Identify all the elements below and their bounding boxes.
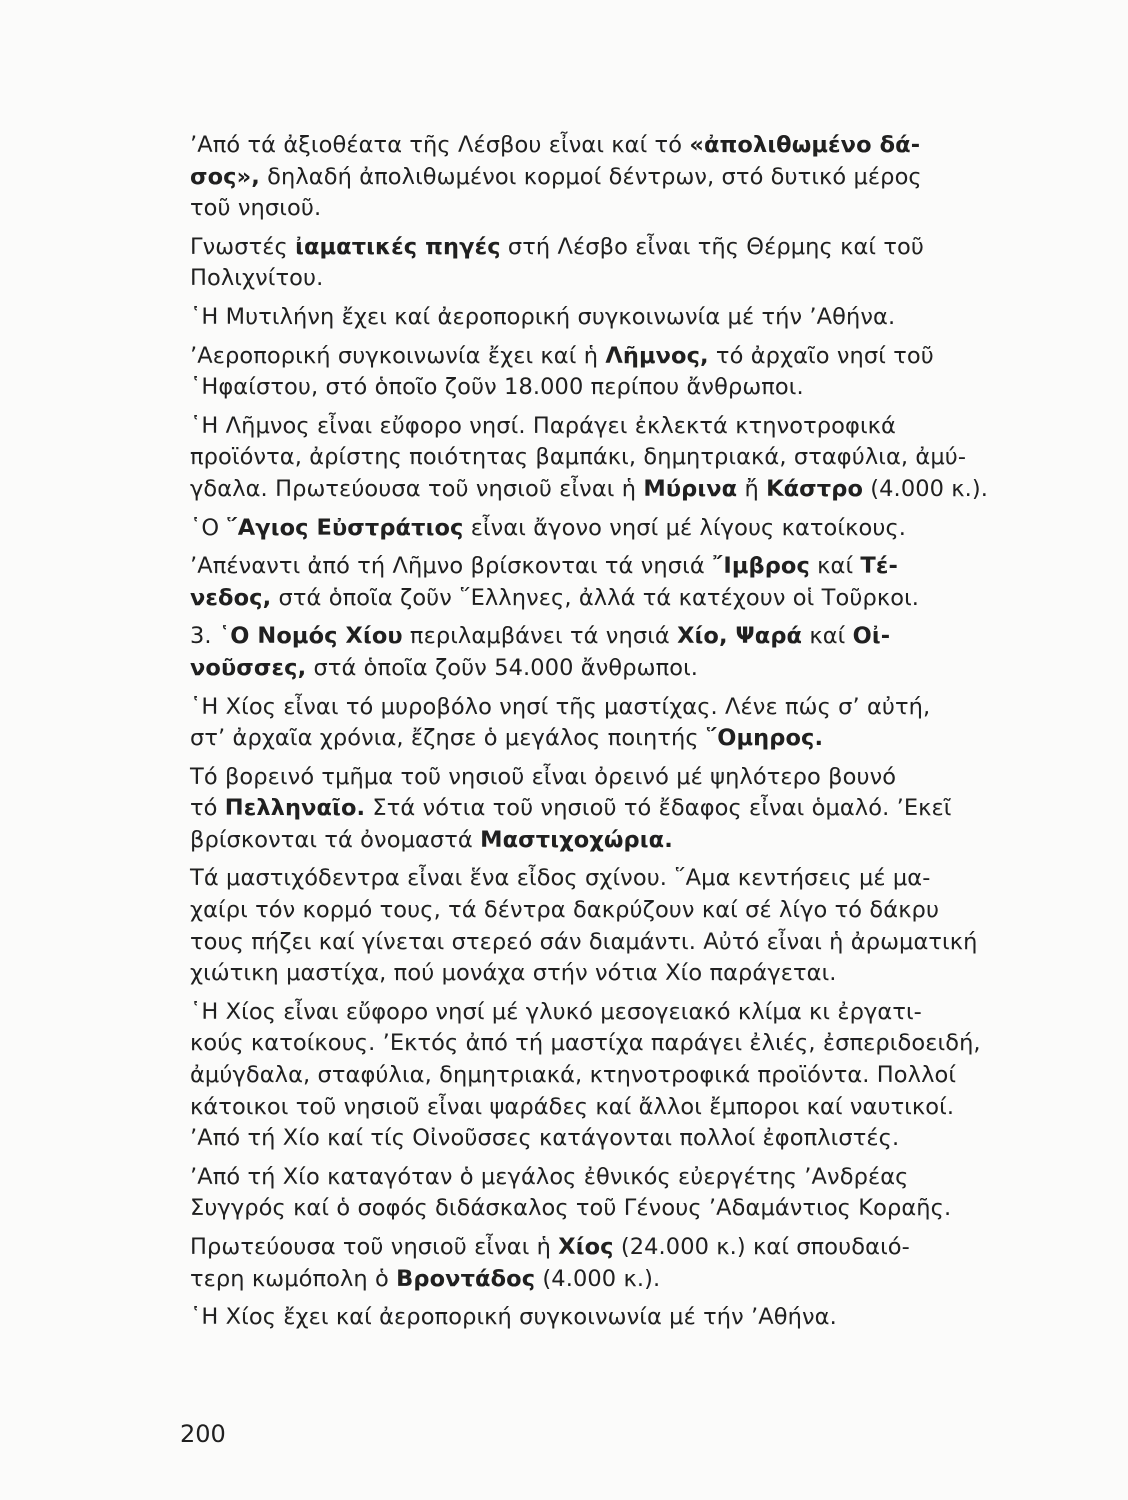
bold-term: Λῆμνος, [605,342,709,369]
paragraph [162,551,1067,614]
text-run: βρίσκονται τά ὀνομαστά [190,826,481,853]
text-line [162,513,1067,545]
text-run: Πολιχνίτου. [190,265,324,292]
text-run: περιλαμβάνει τά νησιά [402,623,678,650]
text-line [162,958,1067,990]
text-run: κάτοικοι τοῦ νησιοῦ εἶναι ψαράδες καί ἄλλοι ἔμποροι καί ναυτικοί. [190,1093,955,1120]
text-line [162,1092,1067,1124]
text-line [162,895,1067,927]
paragraph [162,692,1067,755]
text-line [162,372,1067,404]
text-line [162,1123,1067,1155]
text-run: τοῦ νησιοῦ. [190,195,322,222]
text-line [162,1162,1067,1194]
text-run: ἀμύγδαλα, σταφύλια, δημητριακά, κτηνοτροφικά προϊόντα. Πολλοί [190,1062,957,1089]
text-run: δηλαδή ἀπολιθωμένοι κορμοί δέντρων, στό δυτικό μέρος [259,163,922,190]
bold-term: ῾Ο Νομός Χίου [218,623,403,650]
text-line [162,411,1067,443]
text-run: ῾Ο [190,514,227,541]
text-run: ’Από τά ἀξιοθέατα τῆς Λέσβου εἶναι καί τό [190,132,690,158]
text-line [162,232,1067,264]
bold-term: Μύρινα [643,475,738,502]
text-run: στά ὁποῖα ζοῦν 54.000 ἄνθρωποι. [306,654,699,681]
paragraph [162,302,1067,334]
paragraph [162,997,1067,1155]
text-run: ῾Η Μυτιλήνη ἔχει καί ἀεροπορική συγκοινωνία μέ τήν ’Αθήνα. [190,303,896,330]
text-line [162,583,1067,615]
bold-term: Μαστιχοχώρια. [480,826,673,853]
text-run: Γνωστές [190,233,296,260]
bold-term: «ἀπολιθωμένο δά- [689,132,921,158]
text-line [162,863,1067,895]
text-line [162,653,1067,685]
text-line [162,825,1067,857]
body-text [162,130,1067,1341]
paragraph [162,1302,1067,1334]
text-run: χιώτικη μαστίχα, πού μονάχα στήν νότια Χίο παράγεται. [190,960,837,987]
text-run: ’Αεροπορική συγκοινωνία ἔχει καί ἡ [190,342,606,369]
text-run: ῾Η Χίος ἔχει καί ἀεροπορική συγκοινωνία μέ τήν ’Αθήνα. [190,1304,837,1331]
text-line [162,927,1067,959]
bold-term: ἰαματικές πηγές [295,233,501,260]
text-run: τους πήζει καί γίνεται στερεό σάν διαμάντι. Αὐτό εἶναι ἡ ἀρωματική [190,928,978,955]
text-line [162,1264,1067,1296]
bold-term: σος», [190,163,260,190]
text-line [162,551,1067,583]
text-line [162,1302,1067,1334]
text-run: ’Από τή Χίο καταγόταν ὁ μεγάλος ἐθνικός εὐεργέτης ’Ανδρέας [190,1163,909,1190]
text-line [162,130,1067,162]
paragraph [162,1162,1067,1225]
bold-term: νοῦσσες, [190,654,307,681]
text-run: ἤ [737,475,767,502]
text-line [162,621,1067,653]
bold-term: Τέ- [860,553,898,580]
paragraph [162,863,1067,989]
text-run: στά ὁποῖα ζοῦν ῞Ελληνες, ἀλλά τά κατέχουν οἱ Τοῦρκοι. [271,584,920,611]
paragraph [162,1232,1067,1295]
text-line [162,162,1067,194]
bold-term: Πελληναῖο. [224,795,366,822]
text-run: Στά νότια τοῦ νησιοῦ τό ἔδαφος εἶναι ὁμαλό. ’Εκεῖ [365,795,952,822]
bold-term: Χίος [558,1234,614,1260]
bold-term: Οἰ- [852,623,891,650]
text-run: στ’ ἀρχαῖα χρόνια, ἔζησε ὁ μεγάλος ποιητής [190,725,706,752]
text-run: ’Από τή Χίο καί τίς Οἰνοῦσσες κατάγονται πολλοί ἐφοπλιστές. [190,1125,900,1152]
text-line [162,263,1067,295]
bold-term: νεδος, [190,584,272,611]
text-run: τερη κωμόπολη ὁ [190,1265,397,1292]
paragraph [162,130,1067,225]
text-run: ῾Η Χίος εἶναι τό μυροβόλο νησί τῆς μαστίχας. Λένε πώς σ’ αὐτή, [190,693,931,720]
text-run: τό ἀρχαῖο νησί τοῦ [708,342,934,369]
text-line [162,723,1067,755]
text-line [162,1232,1067,1264]
text-run: καί [802,623,853,650]
text-run: (24.000 κ.) καί σπουδαιό- [613,1234,910,1260]
bold-term: Κάστρο [766,475,864,502]
text-run: χαίρι τόν κορμό τους, τά δέντρα δακρύζουν καί σέ λίγο τό δάκρυ [190,897,940,924]
text-run: ’Απέναντι ἀπό τή Λῆμνο βρίσκονται τά νησιά [190,553,713,580]
paragraph [162,411,1067,506]
paragraph [162,513,1067,545]
text-run: τό [190,795,225,822]
text-run: 3. [190,623,219,650]
bold-term: ῞Ομηρος. [705,725,824,752]
text-line [162,302,1067,334]
text-line [162,474,1067,506]
text-line [162,442,1067,474]
text-run: προϊόντα, ἀρίστης ποιότητας βαμπάκι, δημητριακά, σταφύλια, ἀμύ- [190,444,967,471]
text-run: (4.000 κ.). [535,1265,661,1292]
text-line [162,1028,1067,1060]
text-run: γδαλα. Πρωτεύουσα τοῦ νησιοῦ εἶναι ἡ [190,475,644,502]
text-line [162,1060,1067,1092]
bold-term: ῞Αγιος Εὐστράτιος [226,514,464,541]
bold-term: Βροντάδος [396,1265,536,1292]
text-line [162,762,1067,794]
text-run: (4.000 κ.). [863,475,989,502]
text-line [162,1193,1067,1225]
bold-term: Χίο, Ψαρά [677,623,803,650]
text-line [162,692,1067,724]
text-run: κούς κατοίκους. ’Εκτός ἀπό τή μαστίχα παράγει ἐλιές, ἐσπεριδοειδή, [190,1030,981,1057]
page-number: 200 [180,1420,226,1448]
text-run: ῾Η Χίος εἶναι εὔφορο νησί μέ γλυκό μεσογειακό κλίμα κι ἐργατι- [190,998,922,1025]
text-run: ῾Ηφαίστου, στό ὁποῖο ζοῦν 18.000 περίπου ἄνθρωποι. [190,374,804,401]
paragraph [162,232,1067,295]
text-line [162,341,1067,373]
text-line [162,997,1067,1029]
text-run: Πρωτεύουσα τοῦ νησιοῦ εἶναι ἡ [190,1234,559,1260]
text-run: ῾Η Λῆμνος εἶναι εὔφορο νησί. Παράγει ἐκλεκτά κτηνοτροφικά [190,412,896,439]
paragraph [162,341,1067,404]
text-run: Συγγρός καί ὁ σοφός διδάσκαλος τοῦ Γένους ’Αδαμάντιος Κοραῆς. [190,1195,952,1222]
bold-term: ῎Ιμβρος [712,553,810,580]
text-run: εἶναι ἄγονο νησί μέ λίγους κατοίκους. [463,514,907,541]
text-line [162,193,1067,225]
text-line [162,793,1067,825]
paragraph [162,621,1067,684]
text-run: Τά μαστιχόδεντρα εἶναι ἕνα εἶδος σχίνου. ῞Αμα κεντήσεις μέ μα- [190,865,931,892]
paragraph [162,762,1067,857]
text-run: στή Λέσβο εἶναι τῆς Θέρμης καί τοῦ [500,233,924,260]
text-run: Τό βορεινό τμῆμα τοῦ νησιοῦ εἶναι ὀρεινό μέ ψηλότερο βουνό [190,763,897,790]
text-run: καί [809,553,861,580]
